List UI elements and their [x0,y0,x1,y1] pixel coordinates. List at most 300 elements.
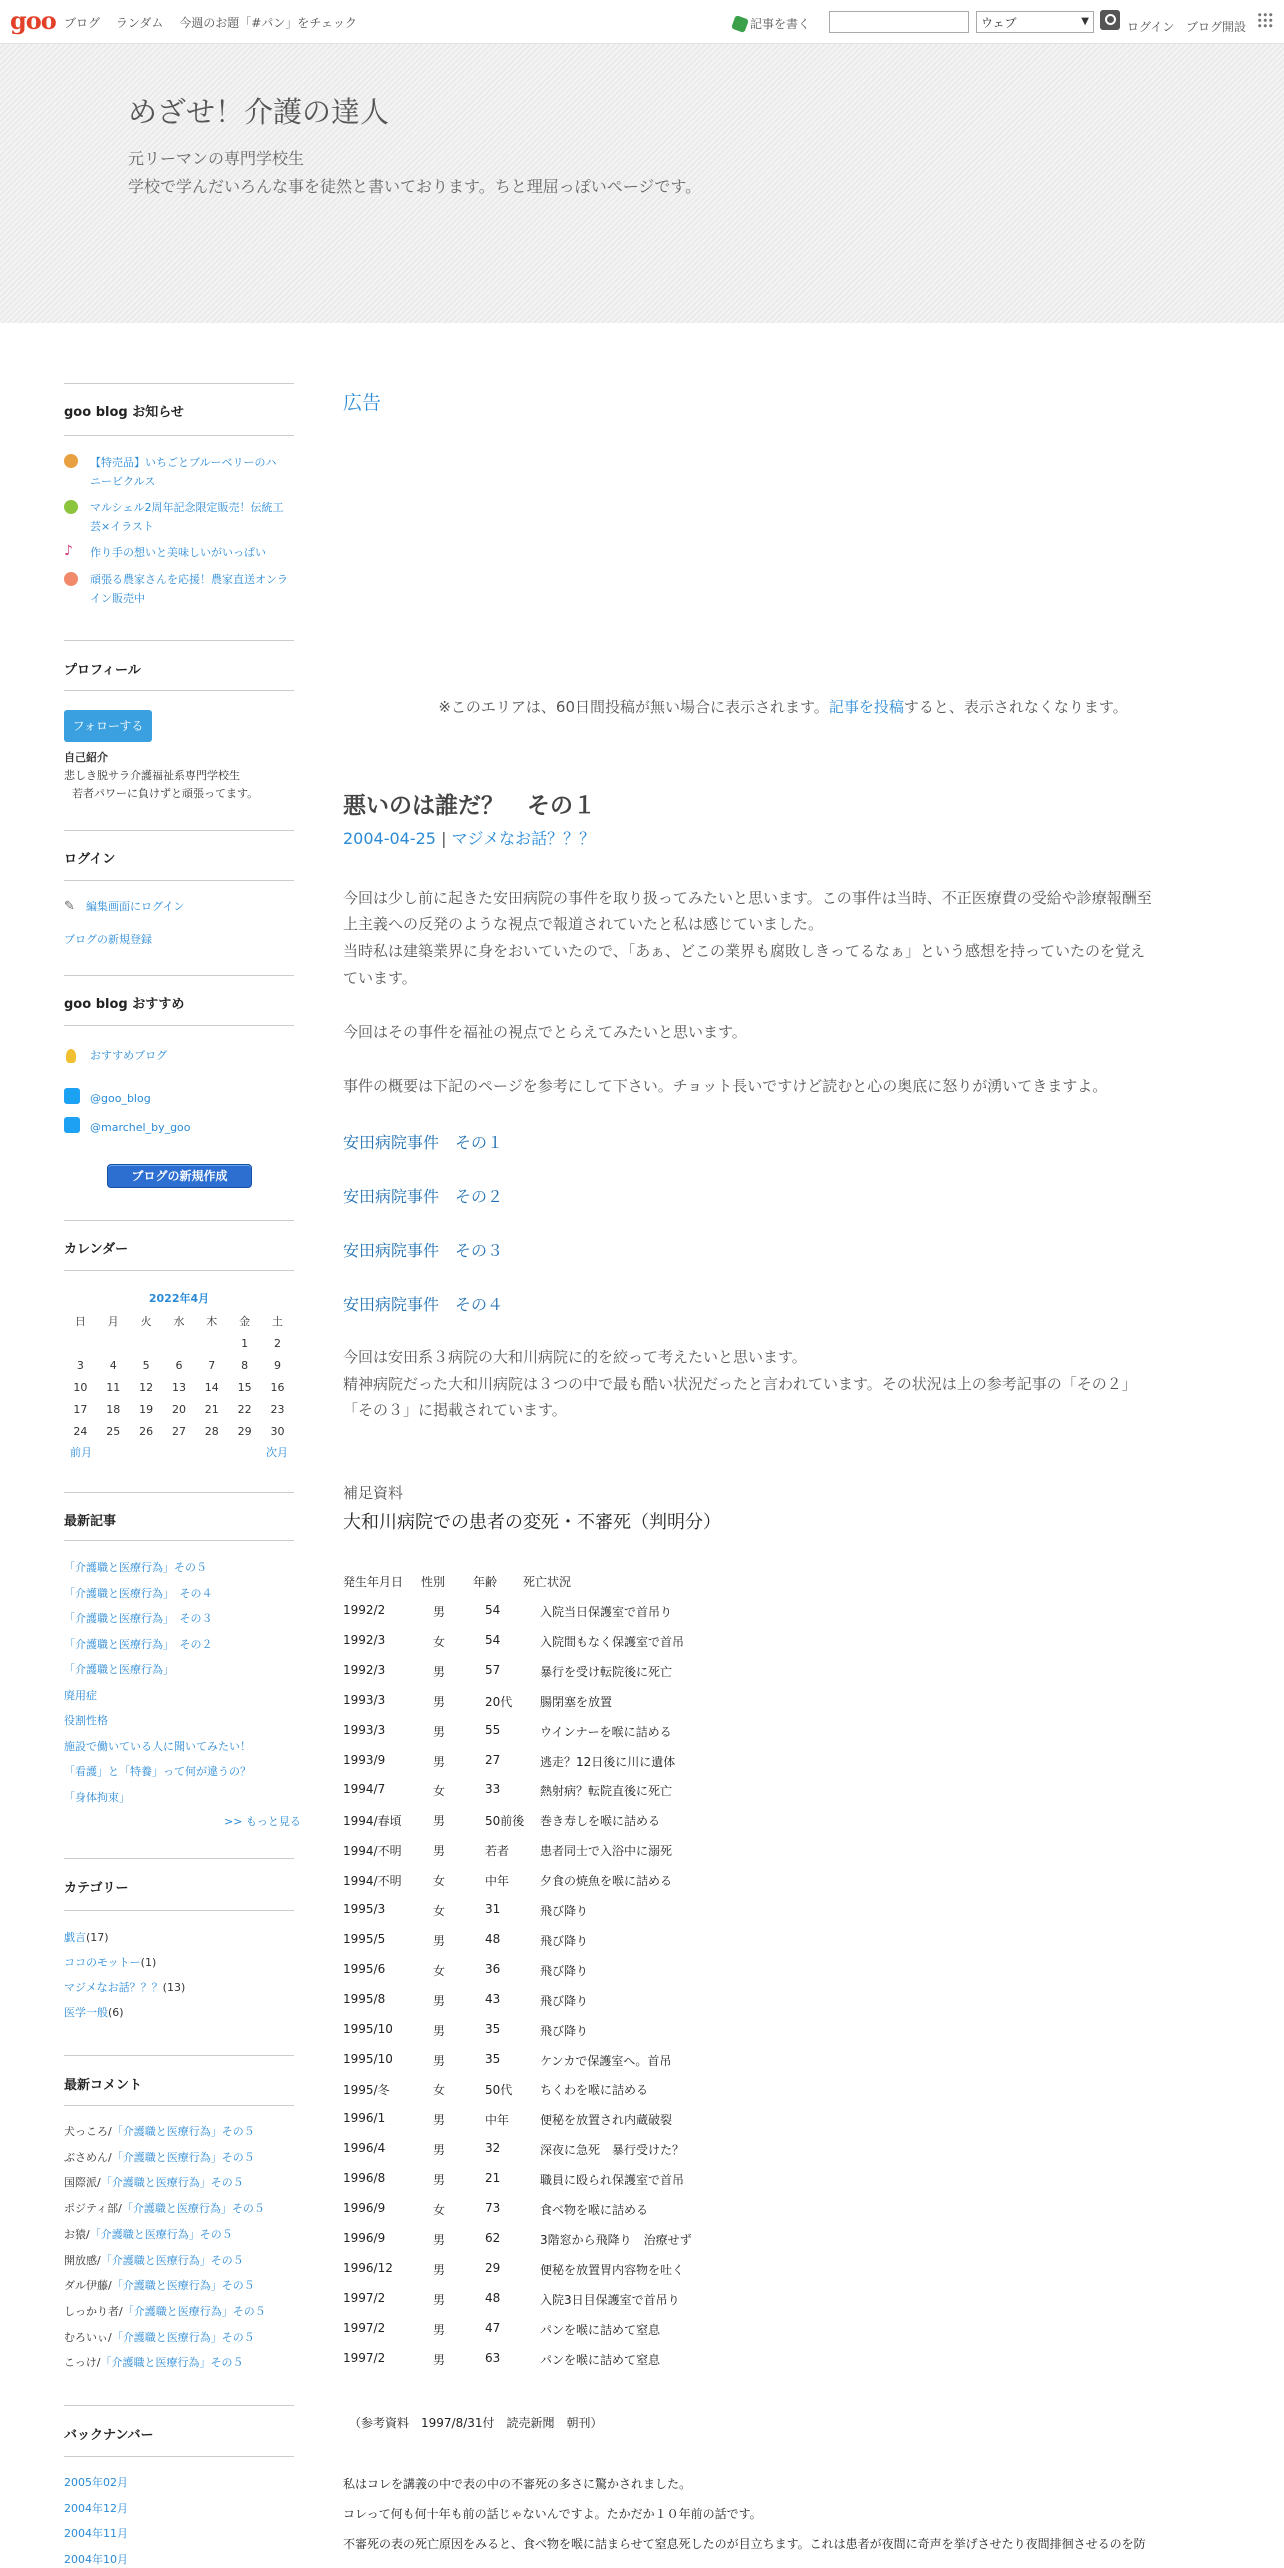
calendar-day: 18 [106,1402,121,1416]
table-cell: 50代 [485,2083,513,2098]
calendar-day: 12 [139,1380,154,1394]
table-cell: 1997/2 [343,2320,386,2335]
table-cell: 男 [433,1664,446,1679]
table-cell: 便秘を放置され内蔵破裂 [540,2113,673,2128]
table-cell: 43 [485,1991,501,2006]
supplement-label: 補足資料 [343,1484,404,1502]
table-cell: 1996/8 [343,2171,386,2186]
table-cell: 1992/3 [343,1632,386,1647]
table-cell: 男 [433,1694,446,1709]
table-cell: 1992/2 [343,1603,386,1617]
backnumber-link[interactable]: 2004年12月 [64,2501,128,2515]
login-heading: ログイン [64,852,116,867]
table-cell: 男 [433,2232,446,2247]
weekday: 火 [140,1315,152,1328]
comment-author: 国際派/ [64,2176,101,2190]
table-cell: 1997/2 [343,2290,386,2305]
calendar-day: 1 [241,1336,249,1350]
recent-article-link[interactable]: 施設で働いている人に聞いてみたい！ [64,1739,251,1753]
table-cell: 男 [433,1724,446,1739]
table-cell: 1992/3 [343,1662,386,1677]
table-cell: 男 [433,2173,446,2188]
table-cell: 女 [433,2203,446,2217]
divider [64,880,294,881]
blog-description-line2: 学校で学んだいろんな事を徒然と書いております。ちと理屈っぽいページです。 [128,177,702,196]
divider [64,1910,294,1911]
article-paragraph: 当時私は建築業界に身をおいていたので、「あぁ、どこの業界も腐敗しきってるなぁ」という感想を持っていたのを覚え [343,942,1146,960]
calendar-day [130,1332,163,1354]
table-cell: 女 [433,2083,446,2098]
category-item [64,1953,156,1973]
divider [64,975,294,976]
table-cell: 深夜に急死 暴行受けた？ [540,2143,685,2158]
table-cell: 1996/9 [343,2201,386,2215]
edit-login-link[interactable]: 編集画面にログイン [86,900,185,913]
article-paragraph: 精神病院だった大和川病院は３つの中で最も酷い状況だったと言われています。その状況は上の参考記事の「その２」 [343,1375,1137,1393]
table-cell: 男 [433,2322,446,2337]
table-cell: 腸閉塞を放置 [540,1694,613,1709]
twitter-marchel-link[interactable]: @marchel_by_goo [90,1121,191,1134]
table-cell: 女 [433,1963,446,1978]
comment-article-link[interactable]: 「介護職と医療行為」その５ [100,2176,244,2190]
article-title[interactable]: 悪いのは誰だ？ その１ [343,793,596,819]
table-cell: 1995/10 [343,2051,393,2066]
backnumber-link[interactable]: 2004年10月 [64,2552,128,2566]
comment-item [64,2173,244,2193]
calendar-week [64,1332,294,1354]
article-paragraph: 私はコレを講義の中で表の中の不審死の多さに驚かされました。 [343,2477,692,2491]
weekday: 木 [206,1315,218,1328]
table-cell: 1994/春頃 [343,1814,402,1829]
table-cell: 1995/5 [343,1931,386,1946]
comment-author: ぶさめん/ [64,2150,112,2164]
table-cell: 飛び降り [540,1933,589,1948]
calendar-day: 15 [237,1380,252,1394]
table-cell: 入院間もなく保護室で首吊 [540,1634,685,1649]
article-paragraph: 「その３」に掲載されています。 [343,1401,567,1419]
table-cell: 54 [485,1603,501,1617]
comment-article-link[interactable]: 「介護職と医療行為」その５ [111,2150,255,2164]
table-cell: ウインナーを喉に詰める [540,1724,672,1739]
calendar-week [64,1376,294,1398]
weekday: 金 [239,1315,251,1328]
notice-item-2-line2[interactable]: 芸×イラスト [90,520,154,533]
calendar-day [163,1332,196,1354]
table-cell: 1993/3 [343,1692,386,1707]
calendar-day: 3 [76,1358,84,1372]
table-cell: 1996/9 [343,2230,386,2245]
table-cell: 中年 [485,1874,510,1889]
table-cell: 3階窓から飛降り 治療せず [540,2232,692,2247]
calendar-day: 5 [142,1358,150,1372]
table-cell: 62 [485,2230,501,2245]
global-nav [64,14,369,31]
recent-heading: 最新記事 [64,1514,117,1529]
category-count: (17) [86,1931,109,1944]
calendar-day: 23 [270,1402,285,1416]
divider [64,383,294,384]
table-cell: 27 [485,1752,501,1767]
ad-note-text: ※このエリアは、60日間投稿が無い場合に表示されます。 [438,698,829,716]
calendar-day: 28 [204,1424,219,1438]
table-header-cell: 年齢 [473,1575,498,1589]
divider [64,2456,294,2457]
divider [64,1270,294,1271]
recent-article-link[interactable]: 「介護職と医療行為」その５ [64,1561,207,1574]
yasuda-link-2[interactable]: 安田病院事件 その２ [343,1187,504,1206]
table-cell: 1995/3 [343,1902,386,1916]
table-cell: 63 [485,2350,501,2365]
search-scope-value: ウェブ [981,16,1017,30]
category-name[interactable]: ココのモットー [64,1956,141,1969]
table-cell: 女 [433,1874,446,1889]
backnumber-link[interactable]: 2005年02月 [64,2476,128,2489]
calendar-week [64,1398,294,1420]
search-icon[interactable] [1100,10,1120,30]
table-cell: 男 [433,2113,446,2128]
open-blog-link[interactable]: ブログ開設 [1186,20,1247,34]
comments-heading: 最新コメント [64,2078,143,2093]
post-article-link[interactable]: 記事を投稿 [828,698,904,716]
table-cell: 48 [485,1931,501,1946]
recommend-heading: goo blog おすすめ [64,997,185,1012]
calendar-day: 30 [270,1424,285,1438]
calendar-week [64,1420,294,1442]
calendar-day: 22 [237,1402,252,1416]
calendar-day: 26 [139,1424,154,1438]
divider [64,1220,294,1221]
table-cell: 55 [485,1722,501,1737]
category-name[interactable]: 戯言 [64,1931,86,1944]
table-cell: 男 [433,2352,446,2367]
table-cell: 男 [433,1844,446,1859]
table-header-cell: 死亡状況 [523,1575,572,1589]
ad-heading: 広告 [343,392,382,414]
comment-article-link[interactable]: 「介護職と医療行為」その５ [121,2202,265,2216]
apps-grid-icon[interactable] [1257,12,1273,28]
calendar-day: 29 [237,1424,252,1438]
table-cell: 35 [485,2021,501,2036]
signup-link[interactable]: ブログの新規登録 [64,933,152,946]
table-cell: 57 [485,1662,501,1677]
table-cell: 中年 [485,2113,510,2128]
table-cell: 男 [433,2023,446,2038]
divider [64,830,294,831]
article-paragraph: 事件の概要は下記のページを参考にして下さい。チョット長いですけど読むと心の奥底に怒りが湧いてきますよ。 [343,1077,1108,1095]
notice-item-4-line1[interactable]: 頑張る農家さんを応援！農家直送オンラ [90,573,288,586]
login-link[interactable]: ログイン [1127,20,1175,34]
goo-logo[interactable]: goo [10,6,56,35]
article-paragraph: 不審死の表の死亡原因をみると、食べ物を喉に詰まらせて窒息死したのが目立ちます。これは患者が夜間に奇声を挙げさせたり夜間排徊させるのを防 [343,2537,1146,2551]
table-cell: 48 [485,2290,501,2305]
table-cell: 食べ物を喉に詰める [540,2203,649,2217]
calendar-day: 11 [106,1380,121,1394]
comment-item [64,2148,255,2168]
calendar-day: 14 [204,1380,219,1394]
comment-item [64,2122,255,2142]
comment-article-link[interactable]: 「介護職と医療行為」その５ [111,2125,255,2138]
calendar-grid [64,1310,294,1442]
flower-icon [64,572,78,586]
divider [64,2405,294,2406]
notice-heading: goo blog お知らせ [64,405,184,420]
calendar-day: 4 [109,1358,117,1372]
recommend-blog-link[interactable]: おすすめブログ [90,1049,168,1062]
leaf-icon [64,500,78,514]
weekday: 水 [173,1315,185,1328]
blog-description-line1: 元リーマンの専門学校生 [128,149,305,168]
write-article-link[interactable] [733,15,810,32]
meta-separator: | [435,829,452,848]
calendar-day: 27 [171,1424,186,1438]
comment-article-link[interactable]: 「介護職と医療行為」その５ [111,2279,255,2293]
divider [64,690,294,691]
table-cell: 熱射病？転院直後に死亡 [540,1784,673,1799]
calendar-day: 13 [171,1380,186,1394]
intro-label: 自己紹介 [64,751,108,764]
ad-note-text-after: すると、表示されなくなります。 [903,698,1128,716]
table-cell: 1996/1 [343,2111,386,2126]
table-cell: 暴行を受け転院後に死亡 [540,1664,673,1679]
category-item [64,2003,124,2023]
notice-item-2-line1[interactable]: マルシェル2周年記念限定販売！伝統工 [90,501,284,514]
table-cell: 1996/4 [343,2141,386,2156]
table-cell: 31 [485,1902,501,1916]
table-cell: 巻き寿しを喉に詰める [540,1814,661,1829]
article-meta [343,826,595,849]
table-cell: 1995/8 [343,1991,386,2006]
table-cell: 50前後 [485,1814,525,1829]
article-category[interactable]: マジメなお話？？？ [451,829,596,848]
calendar-day: 17 [73,1402,88,1416]
recent-article-link[interactable]: 「介護職と医療行為」 [64,1663,174,1676]
supplement-title: 大和川病院での患者の変死・不審死（判明分） [343,1512,721,1533]
article-paragraph: 今回はその事件を福祉の視点でとらえてみたいと思います。 [343,1023,747,1041]
calendar-day: 6 [175,1358,183,1372]
table-cell: 21 [485,2171,501,2186]
bulb-icon [66,1049,76,1063]
write-article-label: 記事を書く [750,17,811,31]
recent-article-link[interactable]: 「看護」と「特養」って何が違うの？ [64,1765,251,1778]
comment-item [64,2302,266,2322]
profile-heading: プロフィール [64,663,141,678]
article-paragraph: ています。 [343,969,417,987]
category-count: (1) [140,1956,157,1969]
blog-title[interactable]: めざせ！介護の達人 [128,95,390,129]
table-cell: 29 [485,2260,501,2275]
table-cell: 男 [433,2292,446,2307]
weekday: 日 [74,1315,86,1328]
comment-article-link[interactable]: 「介護職と医療行為」その５ [100,2253,244,2267]
table-cell: 女 [433,1904,446,1918]
reference-note: （参考資料 1997/8/31付 読売新聞 朝刊） [349,2416,603,2430]
comment-item [64,2353,244,2373]
table-cell: 1994/7 [343,1782,386,1797]
calendar-day: 21 [204,1402,219,1416]
yasuda-link-1[interactable]: 安田病院事件 その１ [343,1133,504,1152]
divider [64,2055,294,2056]
table-cell: 若者 [485,1844,510,1859]
table-cell: 1994/不明 [343,1844,402,1859]
pen-icon [731,15,749,33]
category-name[interactable]: 医学一般 [64,2006,108,2019]
calendar-day: 20 [171,1402,186,1416]
table-cell: 男 [433,1993,446,2008]
table-cell: 33 [485,1782,501,1797]
notice-item-1-line1[interactable]: 【特売品】いちごとブルーベリーのハ [90,456,277,469]
calendar-day: 19 [139,1402,154,1416]
table-cell: 1995/10 [343,2021,393,2036]
category-item [64,1928,109,1948]
divider [64,1025,294,1026]
divider [64,1858,294,1859]
weekday: 月 [107,1315,119,1328]
recent-article-link[interactable]: 「身体拘束」 [64,1790,130,1804]
create-blog-button[interactable]: ブログの新規作成 [107,1164,252,1188]
table-cell: 夕食の焼魚を喉に詰める [540,1874,673,1889]
pencil-icon: ✎ [64,899,75,914]
calendar-day: 16 [270,1380,285,1394]
comment-author: ダル伊藤/ [64,2279,112,2293]
comment-article-link[interactable]: 「介護職と医療行為」その５ [122,2304,266,2318]
comment-item [64,2276,255,2296]
recent-more-link[interactable]: >> もっと見る [224,1815,301,1828]
calendar-month[interactable]: 2022年4月 [148,1292,210,1305]
table-cell: 73 [485,2201,501,2215]
calendar-prev-link[interactable]: 前月 [70,1446,92,1459]
comment-author: 開放感/ [64,2253,101,2267]
table-cell: パンを喉に詰めて窒息 [540,2352,661,2367]
notice-item-1-line2[interactable]: ニービクルス [90,475,156,488]
table-cell: 男 [433,1605,446,1619]
notice-item-3[interactable]: 作り手の想いと美味しいがいっぱい [90,546,266,559]
intro-line2: 若者パワーに負けずと頑張ってます。 [72,787,259,800]
twitter-goo-blog-link[interactable]: @goo_blog [90,1092,151,1105]
calendar-day: 24 [73,1424,88,1438]
article-date[interactable]: 2004-04-25 [343,829,436,848]
table-cell: 1997/2 [343,2350,386,2365]
recent-article-link[interactable]: 「介護職と医療行為」 その３ [64,1612,213,1625]
table-cell: 1995/6 [343,1961,386,1976]
table-cell: 飛び降り [540,2023,589,2038]
backnumber-link[interactable]: 2004年11月 [64,2527,128,2540]
search-input[interactable] [829,11,969,33]
table-cell: 35 [485,2051,501,2066]
table-cell: 患者同士で入浴中に溺死 [540,1844,673,1859]
table-cell: 男 [433,1754,446,1769]
comment-author: こっけ/ [64,2356,101,2370]
recent-article-link[interactable]: 役割性格 [64,1714,108,1727]
follow-button[interactable]: フォローする [64,710,152,742]
table-cell: 1996/12 [343,2260,393,2275]
notice-item-4-line2[interactable]: イン販売中 [90,592,145,605]
chevron-down-icon: ▼ [1081,16,1089,27]
category-count: (6) [108,2006,124,2019]
table-cell: 47 [485,2320,501,2335]
nav-blog[interactable]: ブログ [64,16,101,30]
table-cell: 20代 [485,1694,513,1709]
calendar-day: 9 [274,1358,282,1372]
comment-item [64,2199,265,2219]
calendar-weekdays [64,1310,294,1332]
calendar-day: 8 [241,1358,249,1372]
ad-note [343,696,1223,717]
divider [64,1492,294,1493]
comment-article-link[interactable]: 「介護職と医療行為」その５ [100,2356,244,2370]
category-name[interactable]: マジメなお話？？？ [64,1981,163,1994]
table-cell: 36 [485,1961,501,1976]
table-header-cell: 発生年月日 [343,1575,404,1589]
recent-article-link[interactable]: 廃用症 [64,1688,97,1702]
recent-article-link[interactable]: 「介護職と医療行為」 その２ [64,1637,213,1651]
table-cell: 飛び降り [540,1904,589,1918]
table-cell: 32 [485,2141,501,2156]
table-cell: 1993/9 [343,1752,386,1767]
yasuda-link-3[interactable]: 安田病院事件 その３ [343,1241,504,1260]
table-cell: 女 [433,1634,446,1649]
table-cell: 男 [433,2262,446,2277]
table-cell: 逃走？12日後に川に遺体 [540,1754,676,1769]
calendar-day: 2 [274,1336,282,1350]
calendar-heading: カレンダー [64,1242,129,1257]
divider [64,435,294,436]
calendar-day [195,1332,228,1354]
global-header [0,0,1284,44]
table-cell: ちくわを喉に詰める [540,2083,649,2098]
article-paragraph: コレって何も何十年も前の話じゃないんですよ。たかだか１０年前の話です。 [343,2507,762,2521]
calendar-week [64,1354,294,1376]
calendar-day [97,1332,130,1354]
article-paragraph: 今回は少し前に起きた安田病院の事件を取り扱ってみたいと思います。この事件は当時、不正医療費の受給や診療報酬至 [343,889,1152,907]
table-cell: 入院3日目保護室で首吊り [540,2292,680,2307]
table-cell: 1995/冬 [343,2083,390,2098]
table-cell: 飛び降り [540,1963,589,1978]
table-cell: 女 [433,1784,446,1799]
table-cell: 入院当日保護室で首吊り [540,1605,673,1619]
weekday: 土 [272,1315,284,1328]
table-cell: パンを喉に詰めて窒息 [540,2322,661,2337]
table-cell: 1993/3 [343,1722,386,1737]
table-cell: 飛び降り [540,1993,589,2008]
calendar-day: 7 [208,1358,216,1372]
recent-article-link[interactable]: 「介護職と医療行為」 その４ [64,1586,213,1600]
category-count: (13) [162,1981,186,1994]
comment-item [64,2328,255,2348]
calendar-next-link[interactable]: 次月 [266,1446,288,1459]
calendar-day: 25 [106,1424,121,1438]
blog-header [0,44,1284,323]
comment-author: しっかり者/ [64,2304,123,2318]
table-cell: 便秘を放置胃内容物を吐く [540,2262,685,2277]
divider [64,2105,294,2106]
comment-article-link[interactable]: 「介護職と医療行為」その５ [89,2227,233,2241]
yasuda-link-4[interactable]: 安田病院事件 その４ [343,1295,504,1314]
comment-article-link[interactable]: 「介護職と医療行為」その５ [111,2330,255,2344]
article-paragraph: 上主義への反発のような視点で報道されていたと私は感じていました。 [343,915,824,933]
comment-author: 犬っころ/ [64,2125,112,2138]
comment-author: お猿/ [64,2227,90,2241]
table-cell: ケンカで保護室へ。首吊 [540,2053,672,2068]
table-header-cell: 性別 [421,1575,446,1589]
table-cell: 男 [433,2143,446,2158]
table-cell: 男 [433,1814,446,1829]
nav-weekly-topic[interactable]: 今週のお題「#パン」をチェック [179,16,357,30]
comment-author: ポジティ部/ [64,2202,122,2216]
category-item [64,1978,185,1998]
nav-random[interactable]: ランダム [115,16,164,30]
search-scope-select[interactable] [976,11,1094,33]
calendar-day [64,1332,97,1354]
